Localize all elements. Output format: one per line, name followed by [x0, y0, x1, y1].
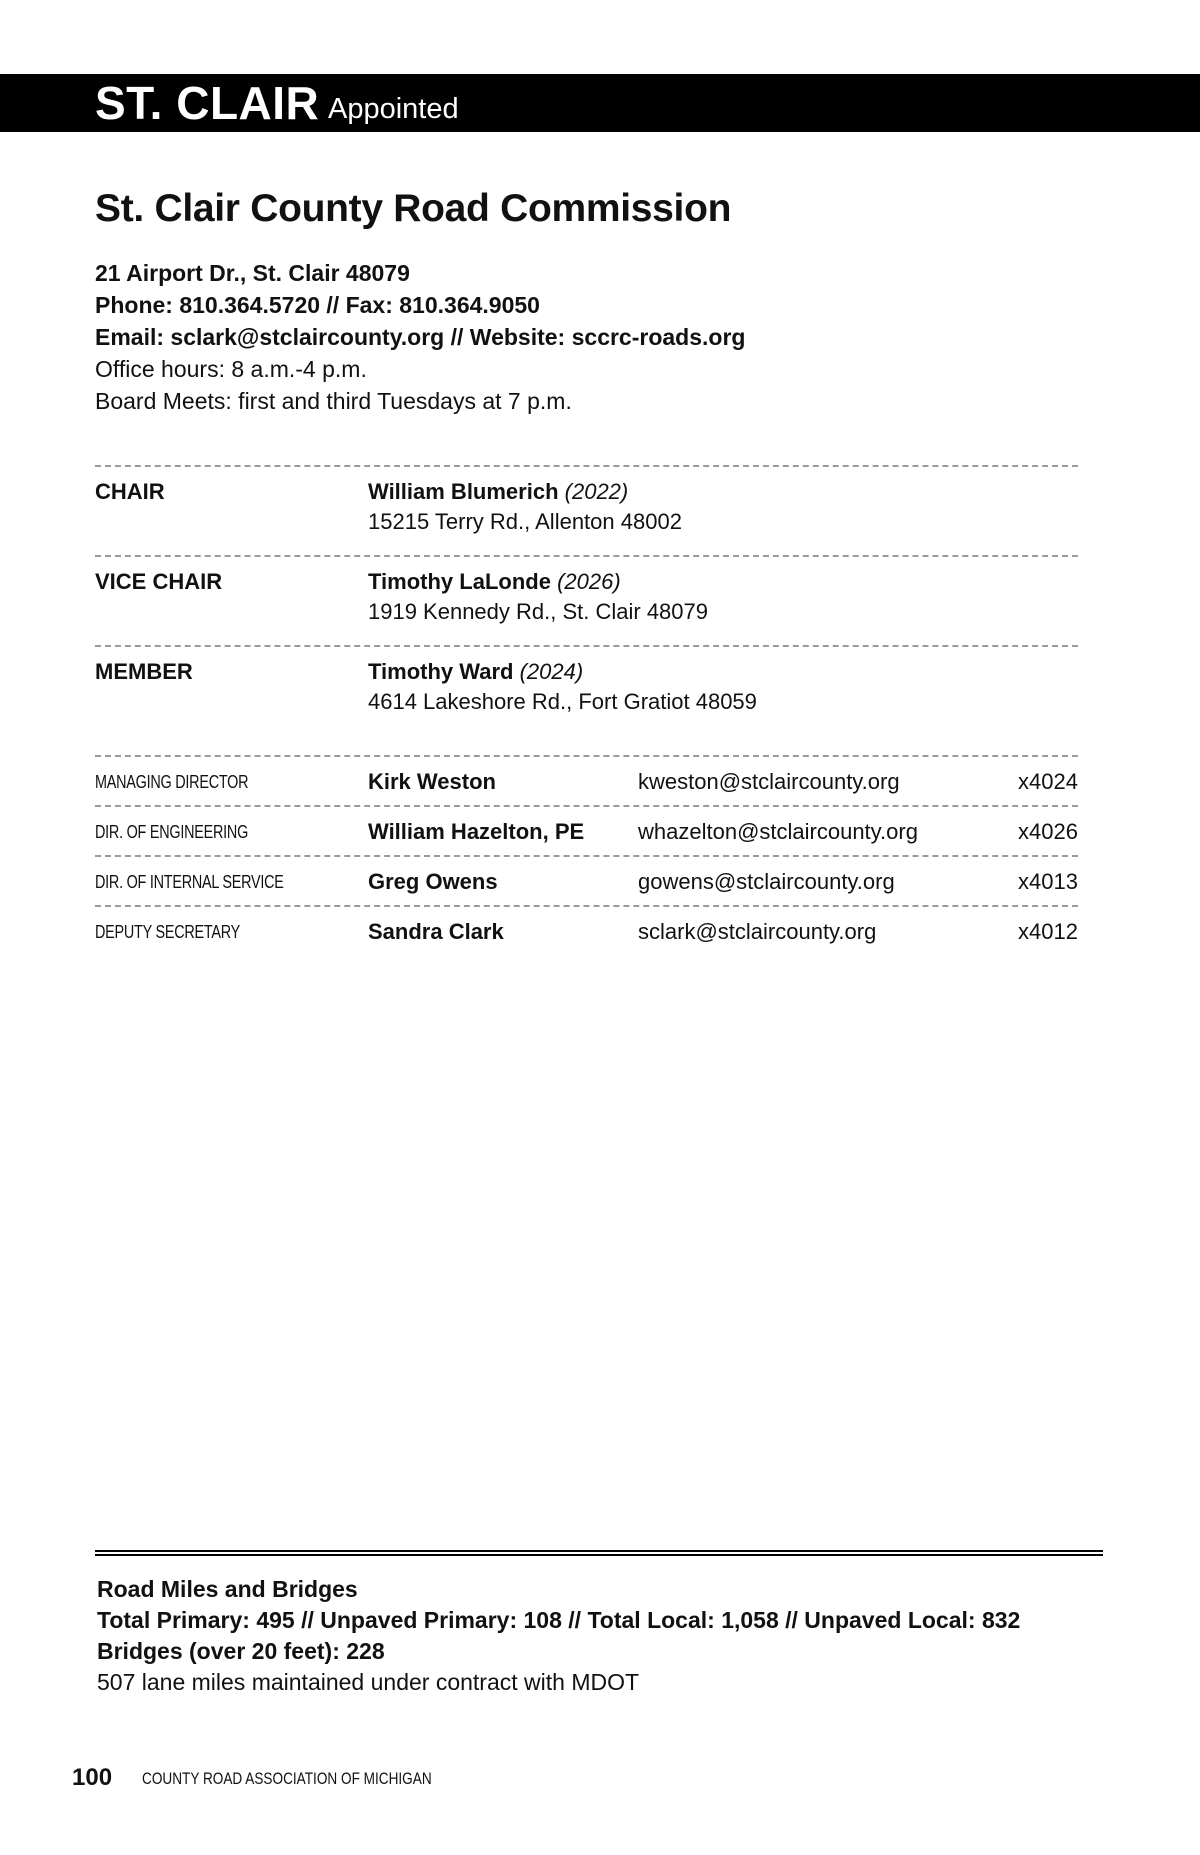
board-role: CHAIR [95, 479, 165, 504]
page-footer [72, 1761, 432, 1795]
staff-directory [95, 755, 1078, 955]
contact-block [95, 257, 745, 417]
staff-title: DIR. OF ENGINEERING [95, 822, 249, 842]
staff-email: whazelton@stclaircounty.org [638, 819, 918, 844]
road-miles-section [97, 1574, 1020, 1698]
member-name: Timothy Ward [368, 659, 514, 684]
publication-name: COUNTY ROAD ASSOCIATION OF MICHIGAN [142, 1769, 432, 1788]
office-hours: Office hours: 8 a.m.-4 p.m. [95, 356, 367, 382]
board-member [368, 477, 682, 537]
board-row-member [95, 645, 1078, 735]
staff-email: gowens@stclaircounty.org [638, 869, 895, 894]
member-address: 4614 Lakeshore Rd., Fort Gratiot 48059 [368, 689, 757, 714]
board-role: MEMBER [95, 659, 193, 684]
staff-extension: x4013 [1018, 869, 1078, 894]
staff-row [95, 805, 1078, 855]
board-row-vice-chair [95, 555, 1078, 645]
staff-name: Kirk Weston [368, 769, 496, 794]
staff-extension: x4026 [1018, 819, 1078, 844]
member-address: 15215 Terry Rd., Allenton 48002 [368, 509, 682, 534]
member-address: 1919 Kennedy Rd., St. Clair 48079 [368, 599, 709, 624]
staff-name: Greg Owens [368, 869, 498, 894]
member-term: (2026) [557, 569, 621, 594]
staff-email: kweston@stclaircounty.org [638, 769, 900, 794]
staff-extension: x4024 [1018, 769, 1078, 794]
board-role: VICE CHAIR [95, 569, 223, 594]
staff-email: sclark@stclaircounty.org [638, 919, 877, 944]
roads-totals: Total Primary: 495 // Unpaved Primary: 108 // Total Local: 1,058 // Unpaved Local: 832 [97, 1607, 1021, 1633]
staff-row [95, 855, 1078, 905]
page-number: 100 [72, 1764, 113, 1791]
staff-name: William Hazelton, PE [368, 819, 585, 844]
county-banner [0, 74, 1200, 132]
member-term: (2024) [519, 659, 584, 684]
board-member [368, 567, 708, 627]
email-website: Email: sclark@stclaircounty.org // Website: sccrc-roads.org [95, 324, 746, 350]
section-divider [95, 1550, 1103, 1556]
board-meetings: Board Meets: first and third Tuesdays at 7 p.m. [95, 388, 572, 414]
staff-title: DIR. OF INTERNAL SERVICE [95, 872, 284, 892]
staff-extension: x4012 [1018, 919, 1078, 944]
board-members [95, 465, 1078, 735]
board-member [368, 657, 757, 717]
phone-fax: Phone: 810.364.5720 // Fax: 810.364.9050 [95, 292, 540, 318]
roads-note: 507 lane miles maintained under contract with MDOT [97, 1669, 640, 1695]
member-name: William Blumerich [368, 479, 559, 504]
member-term: (2022) [564, 479, 629, 504]
organization-title: St. Clair County Road Commission [95, 187, 732, 230]
roads-heading: Road Miles and Bridges [97, 1576, 358, 1602]
bridges-count: Bridges (over 20 feet): 228 [97, 1638, 385, 1664]
county-name: ST. CLAIR [95, 77, 320, 129]
staff-row [95, 755, 1078, 805]
staff-row [95, 905, 1078, 955]
appointment-status: Appointed [328, 93, 459, 125]
staff-title: MANAGING DIRECTOR [95, 772, 249, 792]
board-row-chair [95, 465, 1078, 555]
member-name: Timothy LaLonde [368, 569, 551, 594]
address: 21 Airport Dr., St. Clair 48079 [95, 260, 410, 286]
staff-title: DEPUTY SECRETARY [95, 922, 240, 942]
staff-name: Sandra Clark [368, 919, 504, 944]
